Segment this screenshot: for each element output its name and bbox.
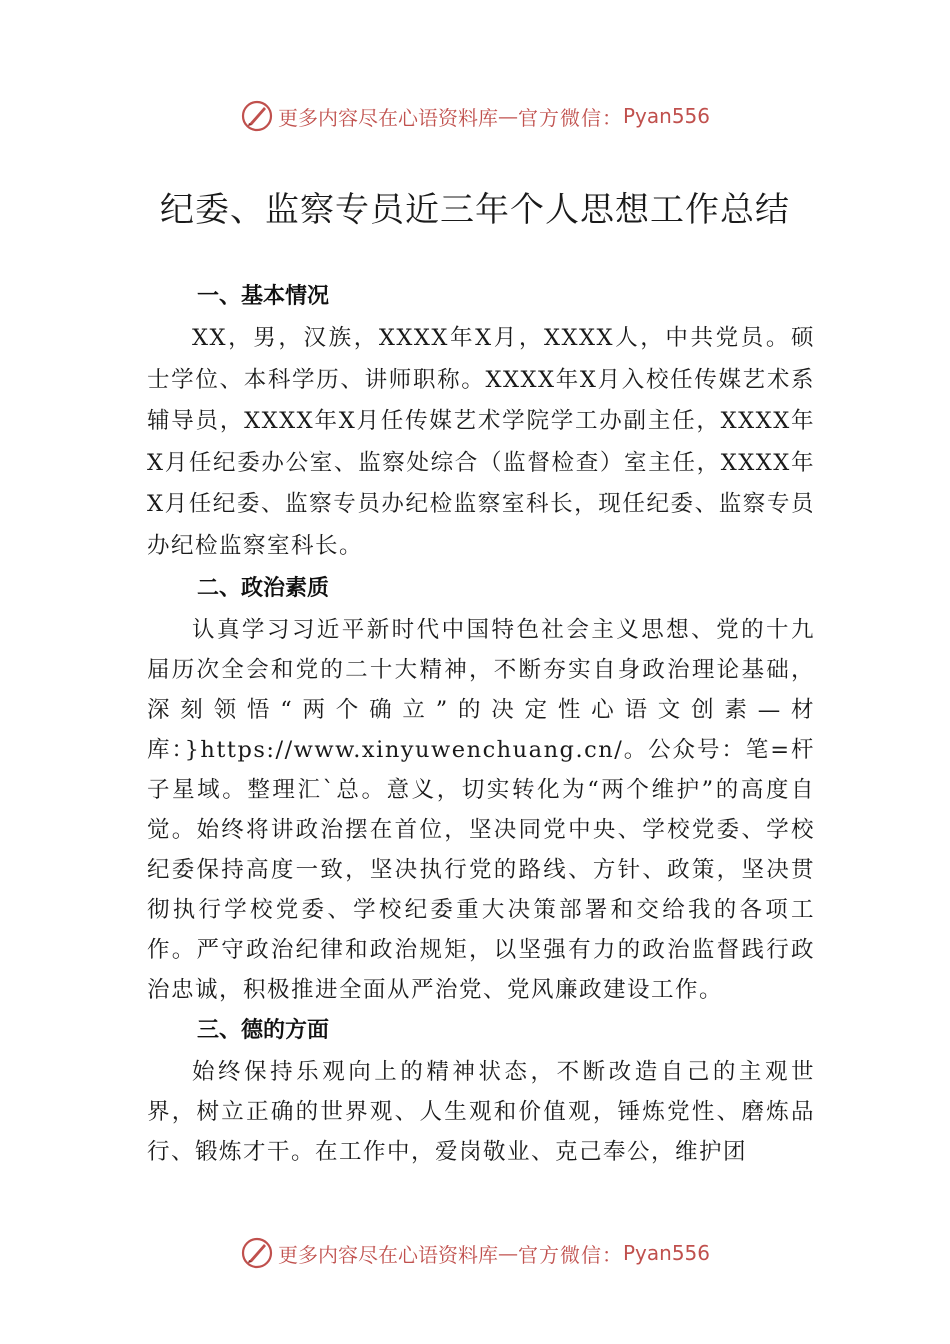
quill-logo-icon (240, 99, 274, 133)
banner-separator: — (497, 1241, 518, 1265)
banner-wechat-label: 官方微信： (517, 105, 623, 130)
section-paragraph: XX，男，汉族，XXXX年X月，XXXX人，中共党员。硕士学位、本科学历、讲师职称。XXXX年X月入校任传媒艺术系辅导员，XXXX年X月任传媒艺术学院学工办副主任，XXXX年X月任纪委办公室、监察处综合（监督检查）室主任，XXXX年X月任纪委、监察专员办纪检监察室科长，现任纪委、监察专员办纪检监察室科长。 (147, 325, 815, 559)
header-banner (0, 96, 950, 136)
banner-wechat-label: 官方微信： (517, 1242, 623, 1267)
section-heading: 二、政治素质 (197, 575, 330, 601)
document-title: 纪委、监察专员近三年个人思想工作总结 (160, 190, 790, 230)
banner-wechat-id: Pyan556 (622, 104, 710, 128)
quill-logo-icon (240, 1236, 274, 1270)
footer-banner (0, 1233, 950, 1273)
section-paragraph: 始终保持乐观向上的精神状态，不断改造自己的主观世界，树立正确的世界观、人生观和价值观，锤炼党性、磨炼品行、锻炼才干。在工作中，爱岗敬业、克己奉公，维护团 (147, 1058, 815, 1165)
section-paragraph: 认真学习习近平新时代中国特色社会主义思想、党的十九届历次全会和党的二十大精神，不断夯实自身政治理论基础，深刻领悟“两个确立”的决定性心语文创素—材库：}https://www.xinyuwenchuang.cn/。公众号：笔=杆子星域。整理汇`总。意义，切实转化为“两个维护”的高度自觉。始终将讲政治摆在首位，坚决同党中央、学校党委、学校纪委保持高度一致，坚决执行党的路线、方针、政策，坚决贯彻执行学校党委、学校纪委重大决策部署和交给我的各项工作。严守政治纪律和政治规矩，以坚强有力的政治监督践行政治忠诚，积极推进全面从严治党、党风廉政建设工作。 (147, 616, 815, 1003)
banner-lead-text: 更多内容尽在心语资料库 (277, 1242, 498, 1267)
banner-separator: — (497, 104, 518, 128)
section-heading: 一、基本情况 (197, 284, 330, 309)
section-heading: 三、德的方面 (197, 1017, 330, 1043)
banner-wechat-id: Pyan556 (622, 1241, 710, 1265)
banner-lead-text: 更多内容尽在心语资料库 (277, 105, 498, 130)
document-body (147, 276, 815, 1172)
